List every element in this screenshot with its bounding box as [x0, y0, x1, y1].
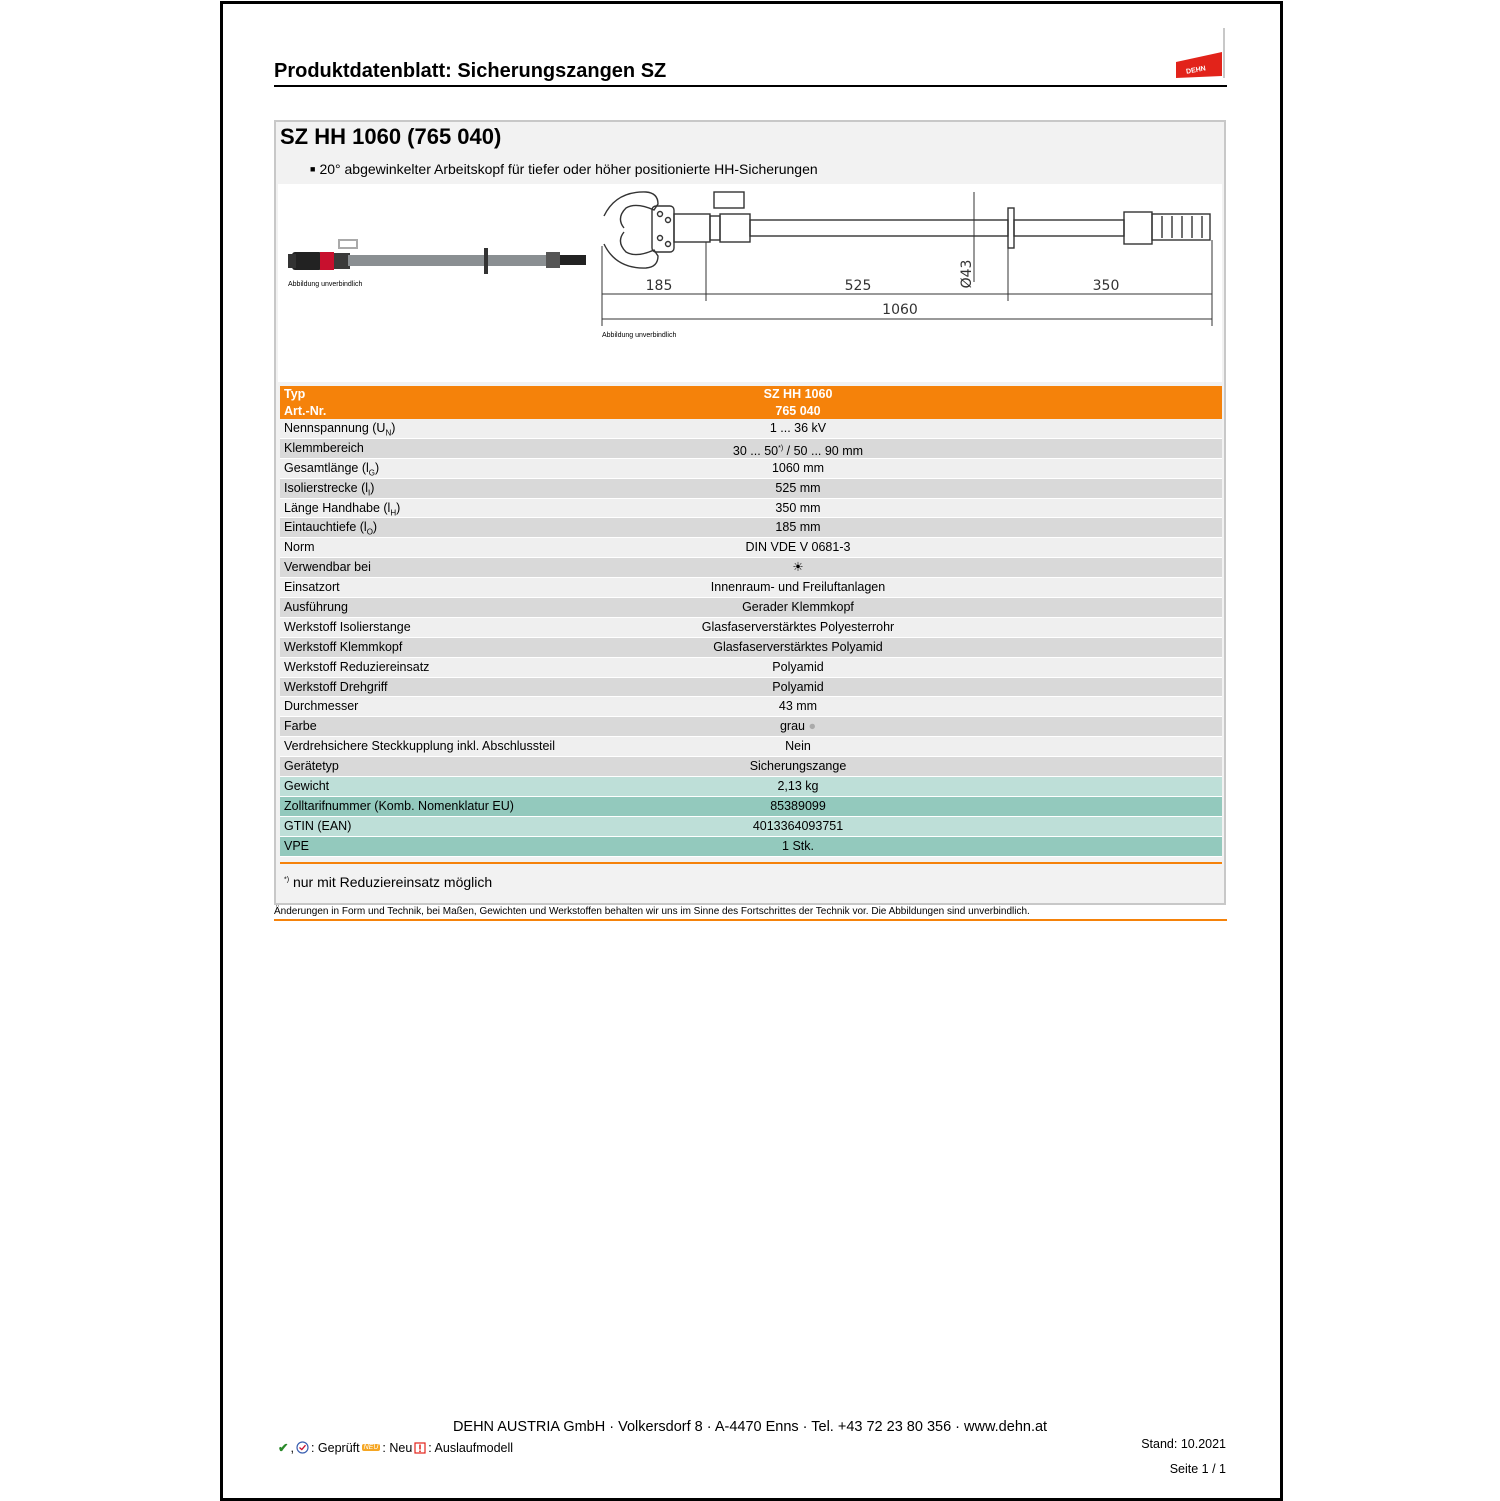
footnote	[284, 874, 492, 890]
footnote-mark: *)	[284, 876, 290, 884]
dim-diameter: Ø43	[959, 259, 975, 289]
row-label-subscript: H	[390, 508, 397, 518]
dim-1060: 1060	[882, 302, 918, 318]
row-value	[614, 757, 1222, 776]
document-title: Produktdatenblatt: Sicherungszangen SZ	[274, 60, 667, 82]
table-row	[280, 459, 1222, 479]
dehn-logo	[1176, 28, 1226, 80]
row-value	[614, 777, 1222, 796]
row-label-text: Klemmbereich	[284, 440, 364, 455]
row-label	[280, 817, 614, 836]
row-value-text: 2,13 kg	[777, 779, 819, 794]
row-label	[280, 737, 614, 756]
row-value	[614, 479, 1222, 498]
row-value-text: grau	[779, 719, 805, 734]
row-label	[280, 618, 614, 637]
row-value-text: DIN VDE V 0681-3	[745, 540, 851, 555]
row-label	[280, 499, 614, 518]
row-value-text: 4013364093751	[752, 818, 844, 833]
row-label-text: Eintauchtiefe (l	[284, 520, 367, 535]
row-value-end: / 50 ... 90 mm	[783, 444, 864, 459]
row-label-text: Gewicht	[284, 779, 330, 794]
row-label-text: Verwendbar bei	[284, 560, 371, 575]
header-value: SZ HH 1060	[763, 387, 833, 401]
row-value	[614, 658, 1222, 677]
row-label-text: Verdrehsichere Steckkupplung inkl. Abschlussteil	[284, 739, 555, 754]
row-label	[280, 578, 614, 597]
header-row-article	[280, 403, 1222, 420]
dim-525: 525	[844, 278, 872, 294]
table-row	[280, 757, 1222, 777]
row-value-text: 350 mm	[775, 500, 821, 515]
svg-text:DEHN: DEHN	[1185, 65, 1207, 76]
title-rule	[274, 85, 1227, 87]
row-label	[280, 697, 614, 716]
row-value	[614, 598, 1222, 617]
row-label-text: Nennspannung (U	[284, 421, 386, 435]
table-row	[280, 518, 1222, 538]
header-label: Typ	[284, 387, 306, 401]
table-row	[280, 737, 1222, 757]
table-row	[280, 439, 1222, 459]
row-value-text: Polyamid	[772, 679, 824, 694]
product-title: SZ HH 1060 (765 040)	[280, 124, 502, 149]
row-label-text: GTIN (EAN)	[284, 818, 352, 833]
row-value-text: 1 Stk.	[782, 838, 814, 853]
row-value	[614, 678, 1222, 697]
table-underline	[280, 862, 1222, 864]
new-badge-icon: NEU	[363, 1444, 379, 1451]
row-label-text: Werkstoff Drehgriff	[284, 679, 388, 694]
row-label-end: )	[391, 421, 396, 435]
table-row	[280, 658, 1222, 678]
row-label-text: Gesamtlänge (l	[284, 460, 369, 475]
row-label-end: )	[375, 460, 380, 475]
row-value-end: ●	[805, 719, 817, 734]
table-row	[280, 817, 1222, 837]
table-row	[280, 678, 1222, 698]
row-label-text: VPE	[284, 838, 310, 853]
photo-caption: Abbildung unverbindlich	[288, 281, 363, 288]
table-row	[280, 538, 1222, 558]
row-value-text: 85389099	[770, 798, 826, 813]
row-label-text: Norm	[284, 540, 315, 555]
checkmark-icon: ✔	[278, 1441, 289, 1455]
row-label-end: )	[396, 500, 401, 515]
spec-rows	[280, 419, 1222, 857]
row-label-text: Werkstoff Klemmkopf	[284, 639, 403, 654]
legend-new: : Neu	[382, 1440, 413, 1455]
row-label-subscript: O	[366, 527, 373, 537]
row-label	[280, 459, 614, 478]
row-label	[280, 518, 614, 537]
row-label-text: Gerätetyp	[284, 759, 339, 774]
table-row	[280, 618, 1222, 638]
phaseout-icon	[414, 1442, 426, 1454]
page-number: Seite 1 / 1	[1169, 1462, 1226, 1476]
drawing-caption: Abbildung unverbindlich	[602, 332, 677, 339]
legend	[278, 1440, 513, 1455]
table-row	[280, 797, 1222, 817]
header-label: Art.-Nr.	[284, 403, 327, 418]
row-label	[280, 757, 614, 776]
table-row	[280, 837, 1222, 857]
table-row	[280, 598, 1222, 618]
header-row-type	[280, 386, 1222, 403]
row-label-text: Einsatzort	[284, 580, 340, 595]
row-label-text: Länge Handhabe (l	[284, 500, 391, 515]
disclaimer: Änderungen in Form und Technik, bei Maßen, Gewichten und Werkstoffen behalten wir uns im Sinne des Fortschrittes der Technik vor. Die Abbildungen sind unverbindlich.	[274, 906, 1030, 917]
row-label	[280, 717, 614, 736]
row-value-text: 1 ... 36 kV	[769, 421, 827, 435]
row-label-text: Ausführung	[284, 600, 348, 615]
row-label-subscript: G	[368, 468, 375, 478]
dim-350: 350	[1092, 278, 1120, 294]
revision-date: Stand: 10.2021	[1141, 1437, 1226, 1451]
technical-drawing	[596, 186, 1220, 331]
row-value-text: Innenraum- und Freiluftanlagen	[710, 580, 886, 595]
table-row	[280, 419, 1222, 439]
legend-checked: : Geprüft	[310, 1440, 360, 1455]
row-value-superscript: *)	[778, 444, 784, 452]
row-label-end: )	[372, 520, 378, 535]
row-value	[614, 439, 1222, 458]
table-row	[280, 717, 1222, 737]
row-label	[280, 538, 614, 557]
row-value	[614, 817, 1222, 836]
table-row	[280, 578, 1222, 598]
row-value-text: 30 ... 50	[732, 444, 779, 459]
row-label-text: Werkstoff Reduziereinsatz	[284, 659, 430, 674]
checked-seal-icon	[296, 1441, 309, 1454]
row-value-text: ☀	[792, 560, 804, 575]
row-value-text: Sicherungszange	[749, 759, 847, 774]
spec-table	[280, 386, 1222, 857]
row-value	[614, 717, 1222, 736]
feature-text: 20° abgewinkelter Arbeitskopf für tiefer oder höher positionierte HH-Sicherungen	[319, 161, 818, 177]
row-label	[280, 678, 614, 697]
table-row	[280, 558, 1222, 578]
company-footer: DEHN AUSTRIA GmbH · Volkersdorf 8 · A-4470 Enns · Tel. +43 72 23 80 356 · www.dehn.at	[452, 1419, 1048, 1435]
row-value-text: Glasfaserverstärktes Polyesterrohr	[701, 619, 895, 634]
row-value-text: 185 mm	[775, 520, 821, 535]
row-label-text: Durchmesser	[284, 699, 359, 714]
row-value	[614, 538, 1222, 557]
row-label	[280, 777, 614, 796]
row-label-text: Werkstoff Isolierstange	[284, 619, 411, 634]
row-value	[614, 737, 1222, 756]
row-value	[614, 697, 1222, 716]
table-row	[280, 777, 1222, 797]
row-value-text: Polyamid	[772, 659, 824, 674]
row-label-subscript: I	[368, 488, 371, 498]
row-value	[614, 638, 1222, 657]
row-value	[614, 837, 1222, 856]
row-value-text: Glasfaserverstärktes Polyamid	[713, 639, 883, 654]
row-value-text: 1060 mm	[771, 460, 825, 475]
footnote-text: nur mit Reduziereinsatz möglich	[289, 874, 493, 890]
row-value-text: 525 mm	[775, 480, 821, 495]
dim-185: 185	[645, 278, 673, 294]
disclaimer-rule	[274, 919, 1227, 921]
row-value	[614, 797, 1222, 816]
table-row	[280, 499, 1222, 519]
row-label	[280, 638, 614, 657]
row-label-text: Zolltarifnummer (Komb. Nomenklatur EU)	[284, 798, 514, 813]
row-label	[280, 419, 614, 438]
row-value	[614, 578, 1222, 597]
row-value-text: Gerader Klemmkopf	[742, 600, 854, 615]
row-label	[280, 479, 614, 498]
row-value	[614, 459, 1222, 478]
row-label	[280, 439, 614, 458]
table-row	[280, 638, 1222, 658]
row-label	[280, 558, 614, 577]
row-value	[614, 419, 1222, 438]
table-row	[280, 697, 1222, 717]
row-value	[614, 499, 1222, 518]
row-label	[280, 598, 614, 617]
row-label	[280, 658, 614, 677]
row-label-end: )	[370, 480, 375, 495]
row-value-text: Nein	[785, 739, 811, 754]
row-label	[280, 797, 614, 816]
row-label-text: Farbe	[284, 719, 317, 734]
feature-bullet	[310, 161, 818, 177]
row-value-text: 43 mm	[778, 699, 818, 714]
row-value	[614, 518, 1222, 537]
header-value: 765 040	[775, 403, 821, 418]
row-value	[614, 558, 1222, 577]
table-row	[280, 479, 1222, 499]
legend-phaseout: : Auslaufmodell	[428, 1440, 514, 1455]
row-value	[614, 618, 1222, 637]
row-label-text: Isolierstrecke (l	[284, 480, 369, 495]
bullet-icon: ■	[310, 164, 316, 174]
legend-separator: ,	[290, 1440, 294, 1455]
row-label-subscript: N	[385, 428, 392, 438]
product-photo	[284, 238, 589, 280]
row-label	[280, 837, 614, 856]
